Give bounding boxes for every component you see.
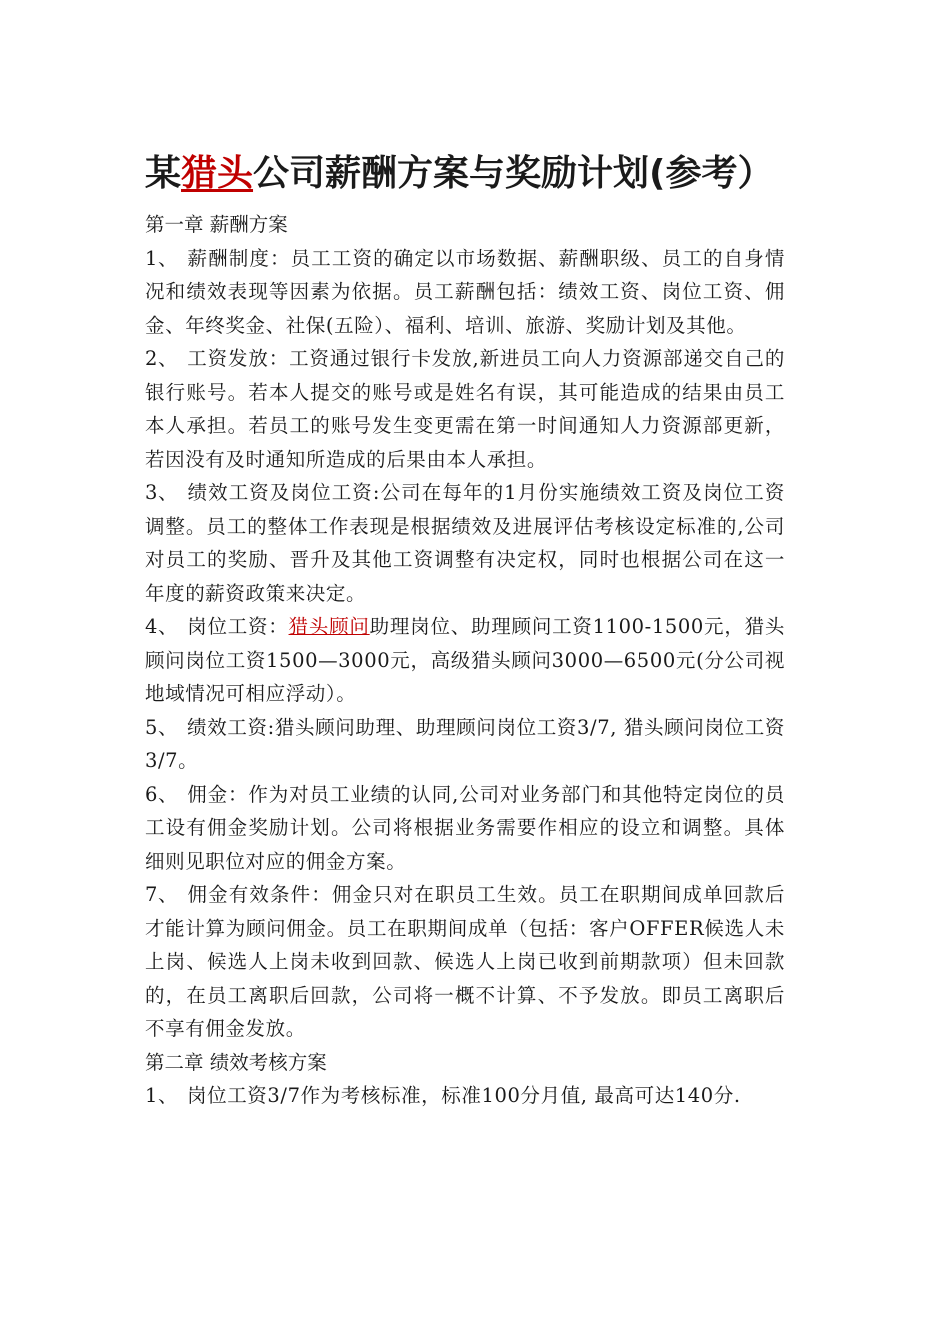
chapter-1-heading: 第一章 薪酬方案 (145, 213, 288, 236)
ch1-item-1 (145, 242, 785, 343)
ch1-item-5 (145, 711, 785, 778)
item-number: 1、 (145, 246, 179, 270)
ch1-item-4 (145, 610, 785, 711)
title-keyword-link[interactable]: 猎头 (181, 153, 254, 194)
item-number: 7、 (145, 883, 179, 906)
item-text-prefix: 岗位工资： (187, 615, 289, 638)
item-text: 助理岗位、助理顾问工资1100-1500元，猎头顾问岗位工资1500—3000元，高级猎头顾问3000—6500元(分公司视地域情况可相应浮动）。 (145, 615, 785, 705)
item-number: 4、 (145, 615, 179, 638)
item-number: 3、 (145, 481, 179, 504)
item-number: 5、 (145, 715, 179, 739)
ch2-item-1 (145, 1079, 785, 1113)
ch1-item-7 (145, 878, 785, 1046)
document-page (145, 140, 785, 1113)
ch1-item-3 (145, 476, 785, 610)
item-text: 绩效工资:猎头顾问助理、助理顾问岗位工资3/7, 猎头顾问岗位工资3/7。 (145, 715, 785, 772)
ch1-item-6 (145, 778, 785, 879)
document-title (145, 140, 785, 208)
item-number: 1、 (145, 1084, 179, 1107)
item-text: 工资发放：工资通过银行卡发放,新进员工向人力资源部递交自己的银行账号。若本人提交的账号或是姓名有误，其可能造成的结果由员工本人承担。若员工的账号发生变更需在第一时间通知人力资源部更新，若因没有及时通知所造成的后果由本人承担。 (145, 347, 785, 471)
chapter-2-heading: 第二章 绩效考核方案 (145, 1050, 327, 1074)
item-number: 6、 (145, 782, 179, 806)
item-text: 佣金：作为对员工业绩的认同,公司对业务部门和其他特定岗位的员工设有佣金奖励计划。公司将根据业务需要作相应的设立和调整。具体细则见职位对应的佣金方案。 (145, 782, 785, 873)
item-text: 佣金有效条件：佣金只对在职员工生效。员工在职期间成单回款后才能计算为顾问佣金。员工在职期间成单（包括：客户OFFER候选人未上岗、候选人上岗未收到回款、候选人上岗已收到前期款项）但未回款的，在员工离职后回款，公司将一概不计算、不予发放。即员工离职后不享有佣金发放。 (145, 883, 785, 1040)
headhunter-consultant-link[interactable]: 猎头顾问 (288, 615, 370, 638)
ch1-item-2 (145, 342, 785, 476)
item-text: 绩效工资及岗位工资:公司在每年的1月份实施绩效工资及岗位工资调整。员工的整体工作表现是根据绩效及进展评估考核设定标准的,公司对员工的奖励、晋升及其他工资调整有决定权，同时也根据公司在这一年度的薪资政策来决定。 (145, 481, 785, 605)
item-text: 薪酬制度：员工工资的确定以市场数据、薪酬职级、员工的自身情况和绩效表现等因素为依据。员工薪酬包括：绩效工资、岗位工资、佣金、年终奖金、社保(五险）、福利、培训、旅游、奖励计划及其他。 (145, 246, 785, 337)
item-text: 岗位工资3/7作为考核标准，标准100分月值, 最高可达140分. (187, 1084, 741, 1107)
title-rest: 公司薪酬方案与奖励计划(参考） (253, 153, 774, 194)
title-prefix: 某 (145, 153, 182, 194)
item-number: 2、 (145, 347, 179, 370)
